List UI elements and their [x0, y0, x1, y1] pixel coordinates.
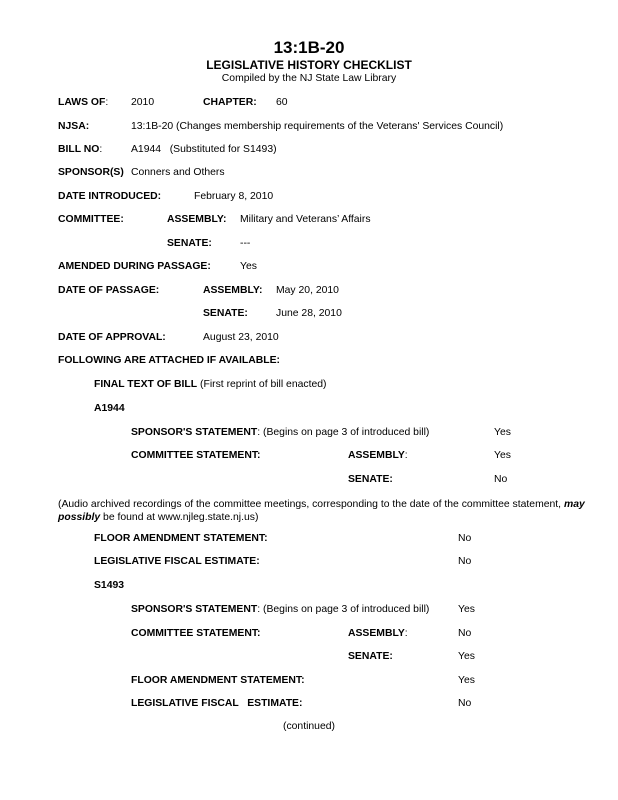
passage-assembly-label: ASSEMBLY:: [203, 285, 263, 296]
committee-label: COMMITTEE:: [58, 214, 124, 225]
passage-senate-label: SENATE:: [203, 308, 248, 319]
sponsors-label: SPONSOR(S): [58, 167, 124, 178]
njsa-value: 13:1B-20 (Changes membership requirements of the Veterans' Services Council): [131, 121, 504, 132]
passage-assembly-value: May 20, 2010: [276, 285, 339, 296]
date-of-approval-label: DATE OF APPROVAL:: [58, 332, 166, 343]
sponsors-value: Conners and Others: [131, 167, 225, 178]
amended-value: Yes: [240, 261, 257, 272]
laws-of-label: LAWS OF:: [58, 97, 109, 108]
a1944-heading: A1944: [94, 403, 125, 414]
a1944-committee-assembly-value: Yes: [494, 450, 511, 461]
chapter-label: CHAPTER:: [203, 97, 257, 108]
s1493-committee-assembly-value: No: [458, 628, 472, 639]
a1944-fiscal-estimate-label: LEGISLATIVE FISCAL ESTIMATE:: [94, 556, 260, 567]
committee-senate-label: SENATE:: [167, 238, 212, 249]
s1493-heading: S1493: [94, 580, 125, 591]
date-introduced-label: DATE INTRODUCED:: [58, 191, 162, 202]
a1944-committee-senate-label: SENATE:: [348, 474, 393, 485]
bill-no-value: A1944 (Substituted for S1493): [131, 144, 277, 155]
chapter-value: 60: [276, 97, 288, 108]
compiled-by: Compiled by the NJ State Law Library: [221, 73, 397, 84]
committee-assembly-value: Military and Veterans’ Affairs: [240, 214, 371, 225]
attached-heading: FOLLOWING ARE ATTACHED IF AVAILABLE:: [58, 355, 281, 366]
s1493-floor-amendment-value: Yes: [458, 675, 475, 686]
final-text-of-bill: FINAL TEXT OF BILL (First reprint of bill enacted): [94, 379, 327, 390]
committee-assembly-label: ASSEMBLY:: [167, 214, 227, 225]
s1493-fiscal-estimate-value: No: [458, 698, 472, 709]
s1493-fiscal-estimate-label: LEGISLATIVE FISCAL ESTIMATE:: [131, 698, 303, 709]
s1493-committee-statement-label: COMMITTEE STATEMENT:: [131, 628, 261, 639]
a1944-committee-assembly-label: ASSEMBLY:: [348, 450, 408, 461]
a1944-sponsor-statement-value: Yes: [494, 427, 511, 438]
s1493-sponsor-statement-value: Yes: [458, 604, 475, 615]
s1493-floor-amendment-label: FLOOR AMENDMENT STATEMENT:: [131, 675, 305, 686]
date-of-approval-value: August 23, 2010: [203, 332, 279, 343]
njsa-label: NJSA:: [58, 121, 90, 132]
s1493-committee-assembly-label: ASSEMBLY:: [348, 628, 408, 639]
committee-senate-value: ---: [240, 238, 251, 249]
a1944-sponsor-statement: SPONSOR'S STATEMENT: (Begins on page 3 of introduced bill): [131, 427, 430, 438]
s1493-committee-senate-value: Yes: [458, 651, 475, 662]
a1944-fiscal-estimate-value: No: [458, 556, 472, 567]
page-subtitle: LEGISLATIVE HISTORY CHECKLIST: [206, 58, 412, 72]
date-of-passage-label: DATE OF PASSAGE:: [58, 285, 160, 296]
a1944-committee-senate-value: No: [494, 474, 508, 485]
continued-note: (continued): [283, 721, 335, 732]
date-introduced-value: February 8, 2010: [194, 191, 274, 202]
bill-no-label: BILL NO:: [58, 144, 103, 155]
page-title: 13:1B-20: [273, 38, 345, 57]
s1493-sponsor-statement: SPONSOR'S STATEMENT: (Begins on page 3 of introduced bill): [131, 604, 430, 615]
passage-senate-value: June 28, 2010: [276, 308, 342, 319]
a1944-floor-amendment-label: FLOOR AMENDMENT STATEMENT:: [94, 533, 268, 544]
audio-archive-note: (Audio archived recordings of the committee meetings, corresponding to the date of the committee statement, may possibly be found at www.njleg.state.nj.us): [58, 499, 585, 523]
a1944-floor-amendment-value: No: [458, 533, 472, 544]
s1493-committee-senate-label: SENATE:: [348, 651, 393, 662]
a1944-committee-statement-label: COMMITTEE STATEMENT:: [131, 450, 261, 461]
laws-of-value: 2010: [131, 97, 155, 108]
amended-label: AMENDED DURING PASSAGE:: [58, 261, 211, 272]
